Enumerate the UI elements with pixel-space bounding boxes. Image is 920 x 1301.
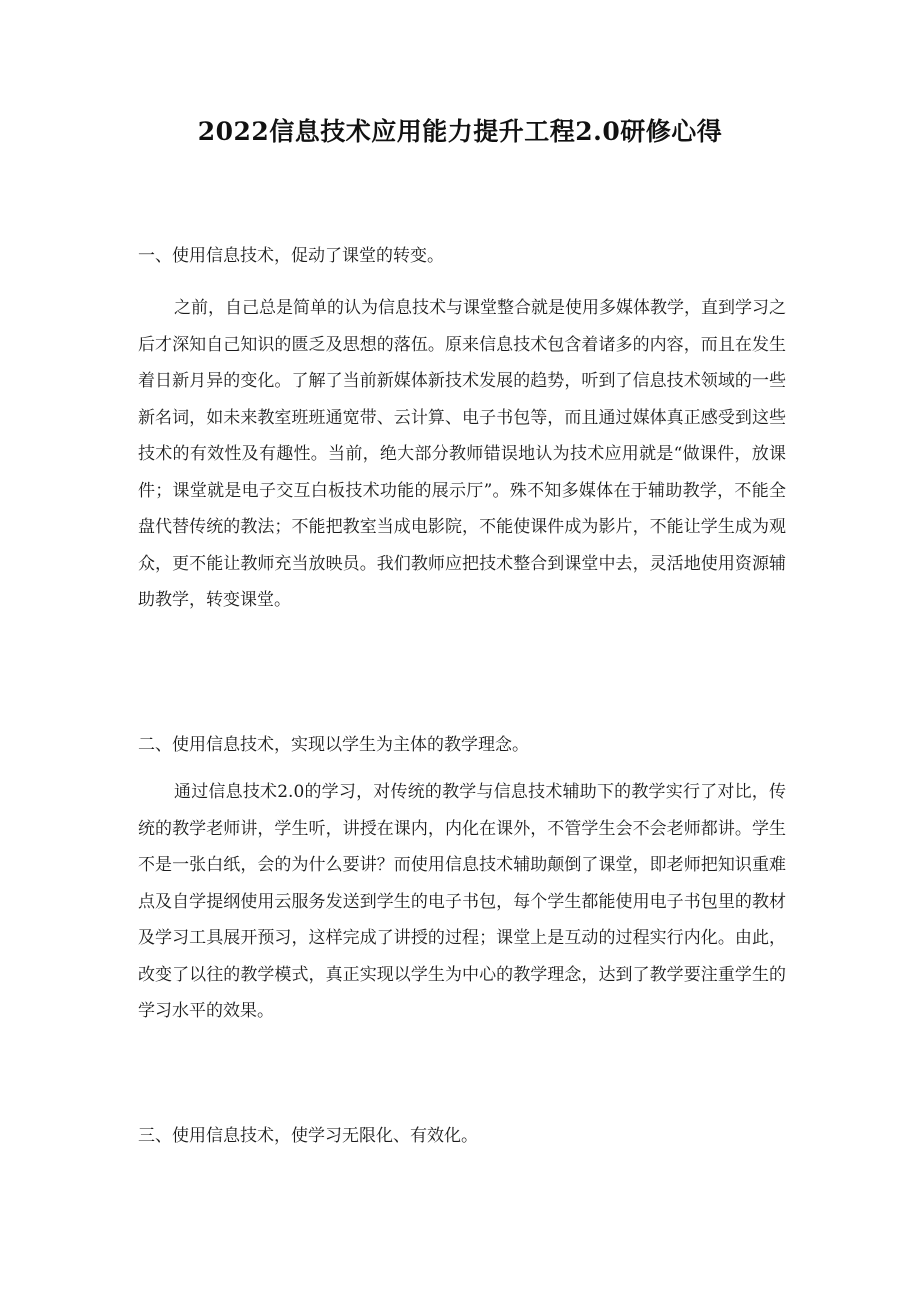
- section-heading-1: 一、使用信息技术，促动了课堂的转变。: [138, 246, 444, 266]
- section-heading-2: 二、使用信息技术，实现以学生为主体的教学理念。: [138, 735, 529, 755]
- section-paragraph-1: 之前，自己总是简单的认为信息技术与课堂整合就是使用多媒体教学，直到学习之后才深知自己知识的匮乏及思想的落伍。原来信息技术包含着诸多的内容，而且在发生着日新月异的变化。了解了当前新媒体新技术发展的趋势，听到了信息技术领域的一些新名词，如未来教室班班通宽带、云计算、电子书包等，而且通过媒体真正感受到这些技术的有效性及有趣性。当前，绝大部分教师错误地认为技术应用就是“做课件，放课件；课堂就是电子交互白板技术功能的展示厅”。殊不知多媒体在于辅助教学，不能全盘代替传统的教法；不能把教室当成电影院，不能使课件成为影片，不能让学生成为观众，更不能让教师充当放映员。我们教师应把技术整合到课堂中去，灵活地使用资源辅助教学，转变课堂。: [138, 298, 786, 610]
- section-paragraph-2: 通过信息技术2.0的学习，对传统的教学与信息技术辅助下的教学实行了对比，传统的教学老师讲，学生听，讲授在课内，内化在课外，不管学生会不会老师都讲。学生不是一张白纸，会的为什么要讲？而使用信息技术辅助颠倒了课堂，即老师把知识重难点及自学提纲使用云服务发送到学生的电子书包，每个学生都能使用电子书包里的教材及学习工具展开预习，这样完成了讲授的过程；课堂上是互动的过程实行内化。由此，改变了以往的教学模式，真正实现以学生为中心的教学理念，达到了教学要注重学生的学习水平的效果。: [138, 782, 786, 1021]
- section-heading-3: 三、使用信息技术，使学习无限化、有效化。: [138, 1126, 478, 1146]
- document-title: 2022信息技术应用能力提升工程2.0研修心得: [197, 117, 723, 146]
